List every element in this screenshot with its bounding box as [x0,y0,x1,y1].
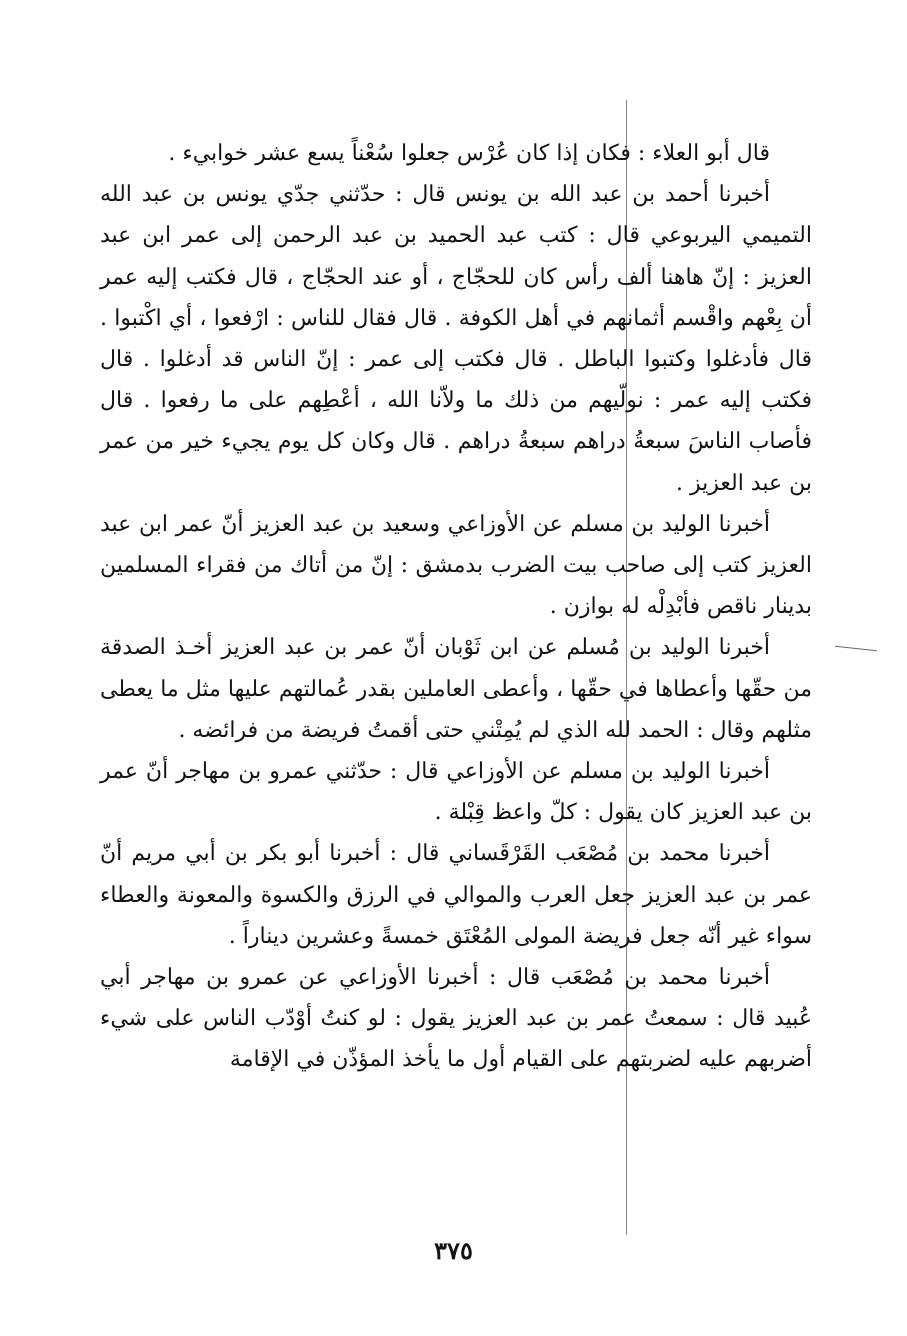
body-text [100,133,812,1081]
paragraph-2: أخبرنا أحمد بن عبد الله بن يونس قال : حدّثني جدّي يونس بن عبد الله التميمي اليربوعي قال : كتب عبد الحميد بن عبد الرحمن إلى عمر ابن عبد العزيز : إنّ هاهنا ألف رأس كان للحجّاج ، أو عند الحجّاج ، قال فكتب إليه عمر أن بِعْهم واقْسم أثمانهم في أهل الكوفة . قال فقال للناس : ارْفعوا ، أي اكْتبوا . قال فأدغلوا وكتبوا الباطل . قال فكتب إلى عمر : إنّ الناس قد أدغلوا . قال فكتب إليه عمر : نولّيهم من ذلك ما ولاّنا الله ، أعْطِهم على ما رفعوا . قال فأصاب الناسَ سبعةُ دراهم سبعةُ دراهم . قال وكان كل يوم يجيء خير من عمر بن عبد العزيز . [100,182,812,496]
margin-pencil-mark [835,646,877,651]
paragraph-1: قال أبو العلاء : فكان إذا كان عُرْس جعلوا سُعْناً يسع عشر خوابيء . [168,141,770,166]
paragraph-4: أخبرنا الوليد بن مُسلم عن ابن ثَوْبان أنّ عمر بن عبد العزيز أخـذ الصدقة من حقّها وأعطاها في حقّها ، وأعطى العاملين بقدر عُمالتهم عليها مثل ما يعطى مثلهم وقال : الحمد لله الذي لم يُمِتْني حتى أقمتُ فريضة من فرائضه . [100,635,812,743]
page-number: ٣٧٥ [434,1236,473,1265]
paragraph-7: أخبرنا محمد بن مُصْعَب قال : أخبرنا الأوزاعي عن عمرو بن مهاجر أبي عُبيد قال : سمعتُ عمر بن عبد العزيز يقول : لو كنتُ أوْدّب الناس على شيء أضربهم عليه لضربتهم على القيام أول ما يأخذ المؤذّن في الإقامة [100,965,812,1073]
paragraph-5: أخبرنا الوليد بن مسلم عن الأوزاعي قال : حدّثني عمرو بن مهاجر أنّ عمر بن عبد العزيز كان يقول : كلّ واعظ قِبْلة . [100,759,812,826]
paragraph-3: أخبرنا الوليد بن مسلم عن الأوزاعي وسعيد بن عبد العزيز أنّ عمر ابن عبد العزيز كتب إلى صاحب بيت الضرب بدمشق : إنّ من أتاك من فقراء المسلمين بدينار ناقص فأبْدِلْه له بوازن . [100,511,812,620]
paragraph-6: أخبرنا محمد بن مُصْعَب القَرْقَساني قال : أخبرنا أبو بكر بن أبي مريم أنّ عمر بن عبد العزيز جعل العرب والموالي في الرزق والكسوة والمعونة والعطاء سواء غير أنّه جعل فريضة المولى المُعْتَق خمسةً وعشرين ديناراً . [100,841,812,949]
